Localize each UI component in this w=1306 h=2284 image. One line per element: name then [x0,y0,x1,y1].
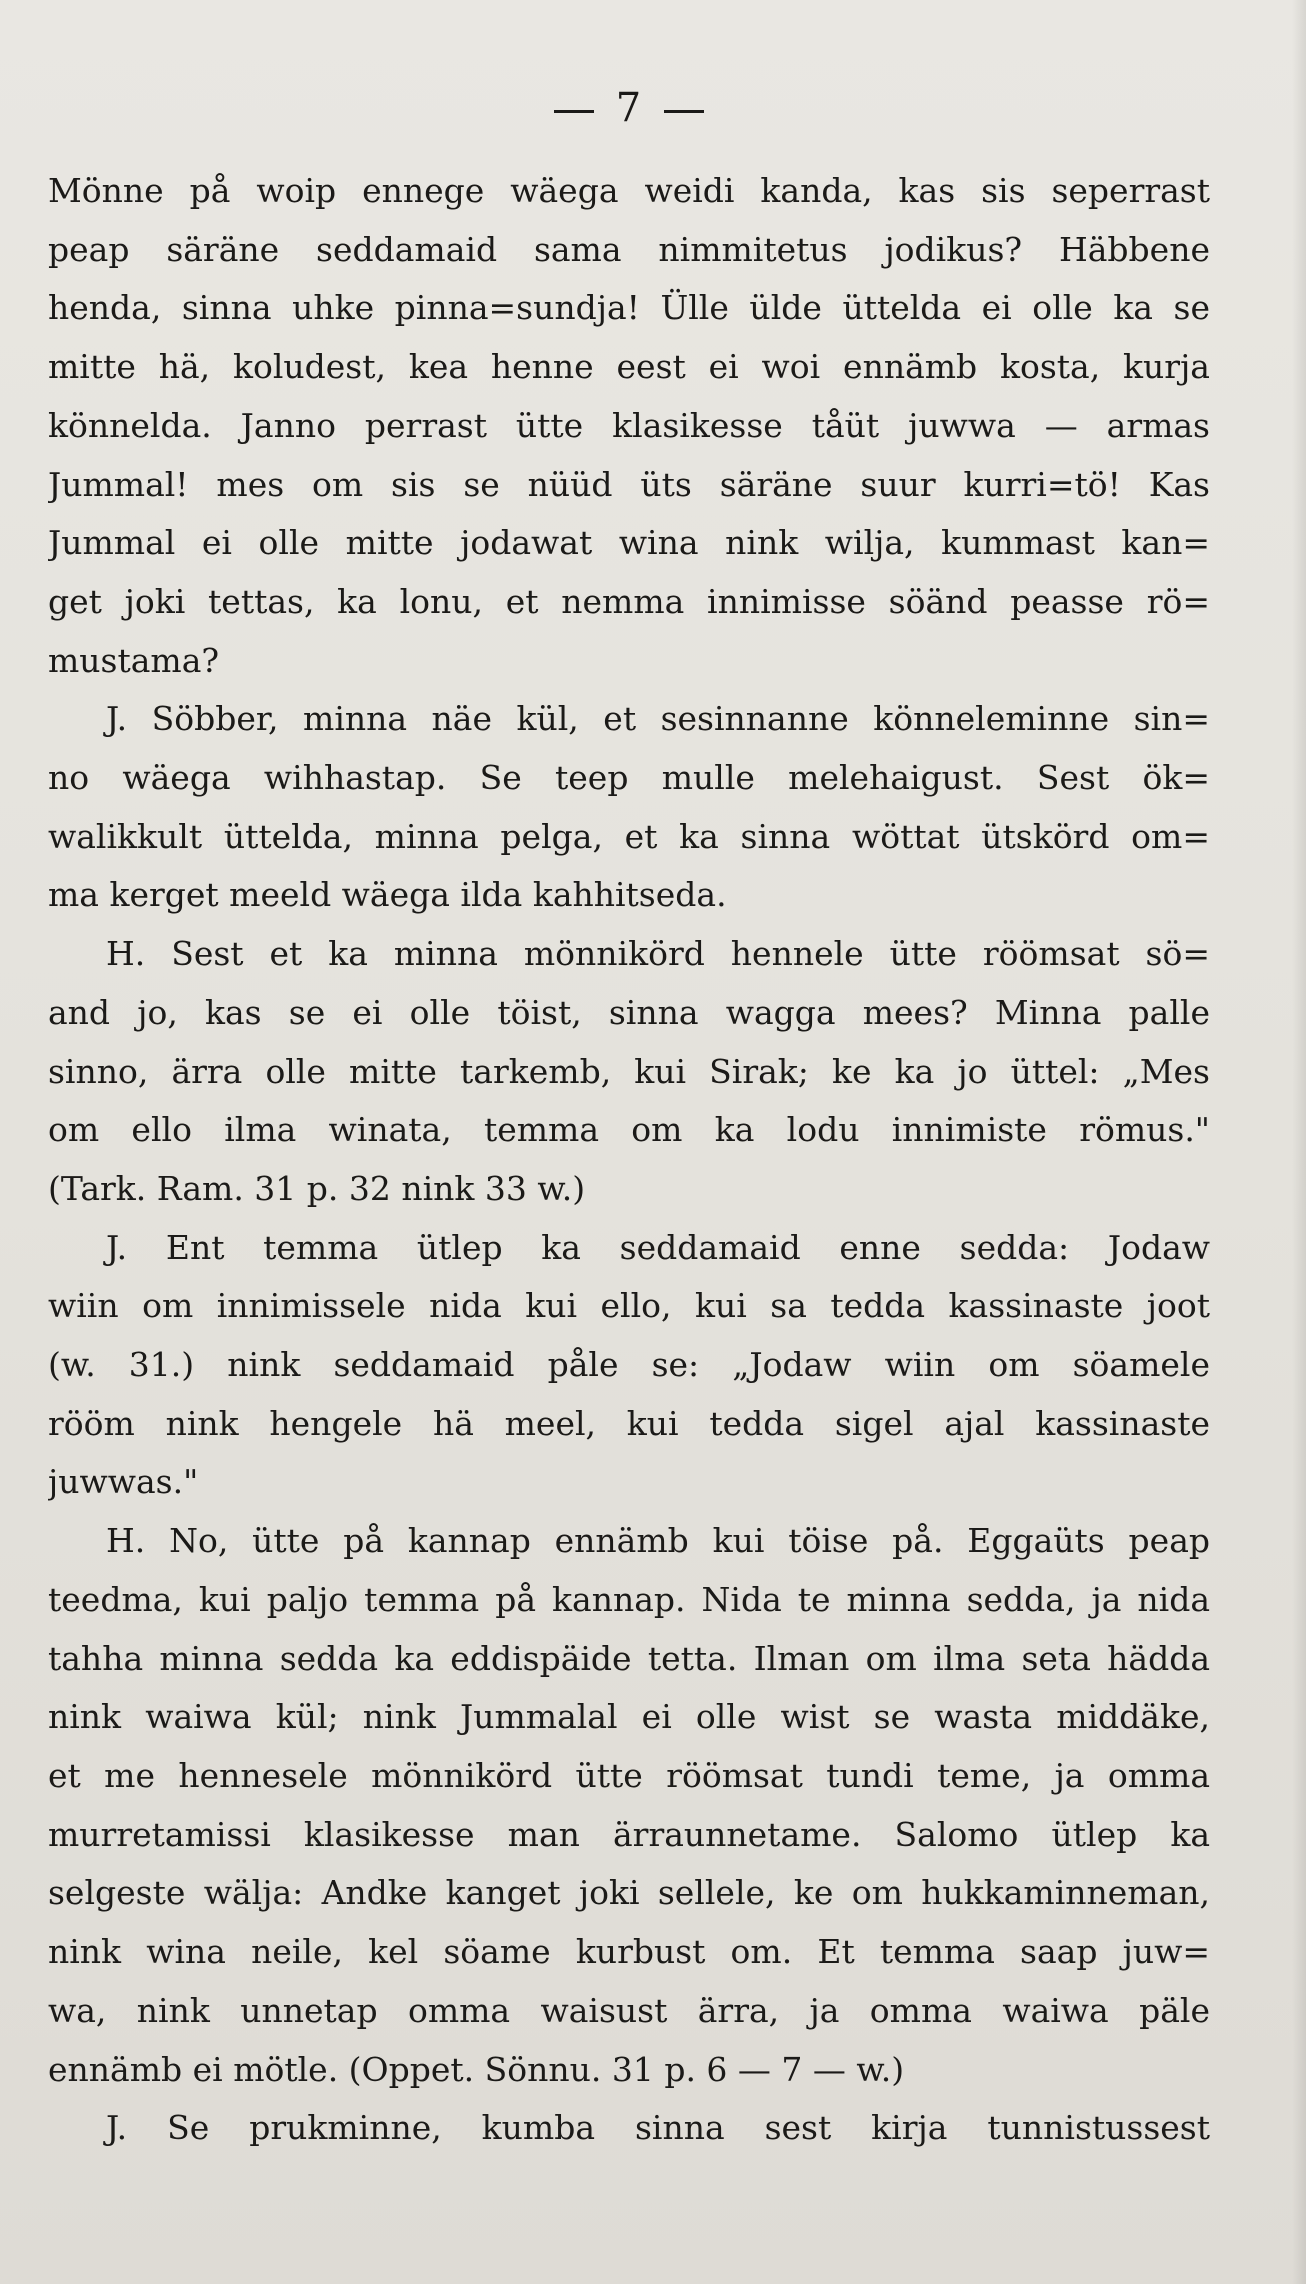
text-line: peap säräne seddamaid sama nimmitetus jodikus? Häbbene [48,229,1210,269]
text-line: no wäega wihhastap. Se teep mulle melehaigust. Sest ök= [48,758,1210,798]
text-line: Jummal! mes om sis se nüüd üts säräne suur kurri=tö! Kas [48,464,1210,504]
text-line: henda, sinna uhke pinna=sundja! Ülle ülde üttelda ei olle ka se [48,288,1210,328]
page-edge-shadow [1292,0,1306,2284]
text-line: (Tark. Ram. 31 p. 32 nink 33 w.) [48,1168,586,1208]
header-dash-left [554,110,594,113]
text-line: nink wina neile, kel söame kurbust om. Et temma saap juw= [48,1932,1210,1972]
text-line: nink waiwa kül; nink Jummalal ei olle wist se wasta middäke, [48,1697,1210,1737]
text-line: and jo, kas se ei olle töist, sinna wagga mees? Minna palle [48,992,1210,1032]
text-line: ennämb ei mötle. (Oppet. Sönnu. 31 p. 6 — 7 — w.) [48,2049,905,2089]
text-line: rööm nink hengele hä meel, kui tedda sigel ajal kassinaste [48,1403,1210,1443]
text-line: murretamissi klasikesse man ärraunnetame. Salomo ütlep ka [48,1814,1210,1854]
text-line: mitte hä, koludest, kea henne eest ei woi ennämb kosta, kurja [48,347,1210,387]
text-line: om ello ilma winata, temma om ka lodu innimiste römus." [48,1110,1210,1150]
text-line: Mönne på woip ennege wäega weidi kanda, kas sis seperrast [48,171,1210,210]
text-line: (w. 31.) nink seddamaid påle se: „Jodaw wiin om söamele [48,1345,1210,1385]
text-line: sinno, ärra olle mitte tarkemb, kui Sirak; ke ka jo üttel: „Mes [48,1051,1210,1091]
text-line: Jummal ei olle mitte jodawat wina nink wilja, kummast kan= [48,523,1210,563]
text-line: walikkult üttelda, minna pelga, et ka sinna wöttat ütskörd om= [48,816,1210,856]
text-line: et me hennesele mönnikörd ütte röömsat tundi teme, ja omma [48,1755,1210,1795]
text-line: get joki tettas, ka lonu, et nemma innimisse söänd peasse rö= [48,581,1210,621]
body-text [48,162,1210,2158]
text-line: wa, nink unnetap omma waisust ärra, ja omma waiwa päle [48,1990,1210,2030]
text-line: mustama? [48,640,220,680]
text-line: juwwas." [48,1462,199,1502]
text-line: H. Sest et ka minna mönnikörd hennele ütte röömsat sö= [106,934,1210,974]
header-dash-right [664,110,704,113]
page-number: 7 [615,85,643,131]
text-line: könnelda. Janno perrast ütte klasikesse tåüt juwwa — armas [48,405,1210,445]
text-line: H. No, ütte på kannap ennämb kui töise på. Eggaüts peap [106,1521,1210,1561]
text-line: J. Ent temma ütlep ka seddamaid enne sedda: Jodaw [106,1227,1210,1267]
text-line: teedma, kui paljo temma på kannap. Nida te minna sedda, ja nida [48,1579,1210,1619]
text-line: J. Se prukminne, kumba sinna sest kirja tunnistussest [106,2108,1210,2148]
text-line: J. Söbber, minna näe kül, et sesinnanne könneleminne sin= [106,699,1210,739]
page-header [48,85,1210,132]
text-line: selgeste wälja: Andke kanget joki sellele, ke om hukkaminneman, [48,1873,1210,1913]
text-line: tahha minna sedda ka eddispäide tetta. Ilman om ilma seta hädda [48,1638,1210,1678]
text-line: ma kerget meeld wäega ilda kahhitseda. [48,875,727,915]
text-line: wiin om innimissele nida kui ello, kui sa tedda kassinaste joot [48,1286,1210,1326]
